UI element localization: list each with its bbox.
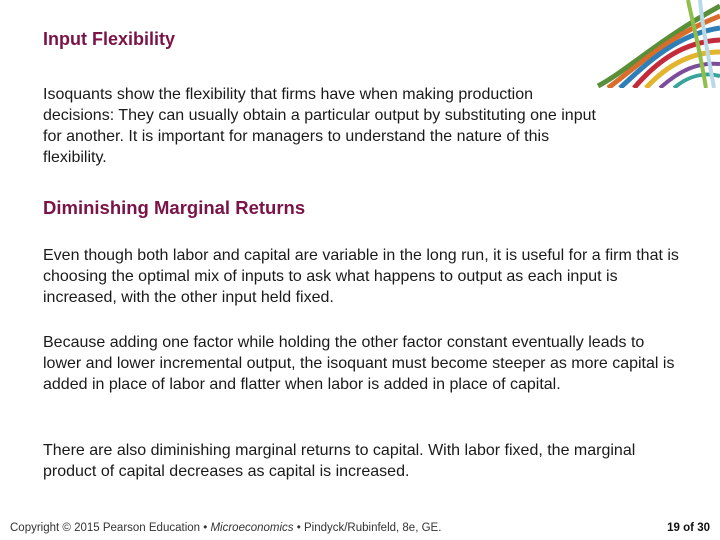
- footer-copyright-text: Copyright © 2015 Pearson Education •: [10, 522, 208, 534]
- section-heading-input-flexibility: Input Flexibility: [43, 29, 176, 49]
- paragraph-input-flexibility: Isoquants show the flexibility that firms have when making production decisions: They can usually obtain a particular output by substituting one input for another. It is important for managers to understand the nature of this flexibility.: [43, 86, 596, 166]
- footer-authors: • Pindyck/Rubinfeld, 8e, GE.: [296, 522, 442, 534]
- footer-book-title: Microeconomics: [210, 522, 294, 534]
- paragraph-diminishing-returns-3: There are also diminishing marginal returns to capital. With labor fixed, the marginal product of capital decreases as capital is increased.: [43, 442, 636, 480]
- section-heading-diminishing-returns: Diminishing Marginal Returns: [43, 197, 306, 218]
- paragraph-diminishing-returns-1: Even though both labor and capital are variable in the long run, it is useful for a firm that is choosing the optimal mix of inputs to ask what happens to output as each input is increased, with the other input held fixed.: [43, 247, 679, 306]
- page-number: [667, 522, 710, 534]
- page-sep: of: [683, 522, 694, 534]
- slide-footer: [10, 522, 710, 538]
- footer-copyright: [10, 522, 441, 534]
- page-total: 30: [697, 522, 710, 534]
- decorative-strands-image: [588, 0, 720, 88]
- page-current: 19: [667, 522, 680, 534]
- paragraph-diminishing-returns-2: Because adding one factor while holding the other factor constant eventually leads to lower and lower incremental output, the isoquant must become steeper as more capital is added in place of labor and flatter when labor is added in place of capital.: [43, 334, 675, 393]
